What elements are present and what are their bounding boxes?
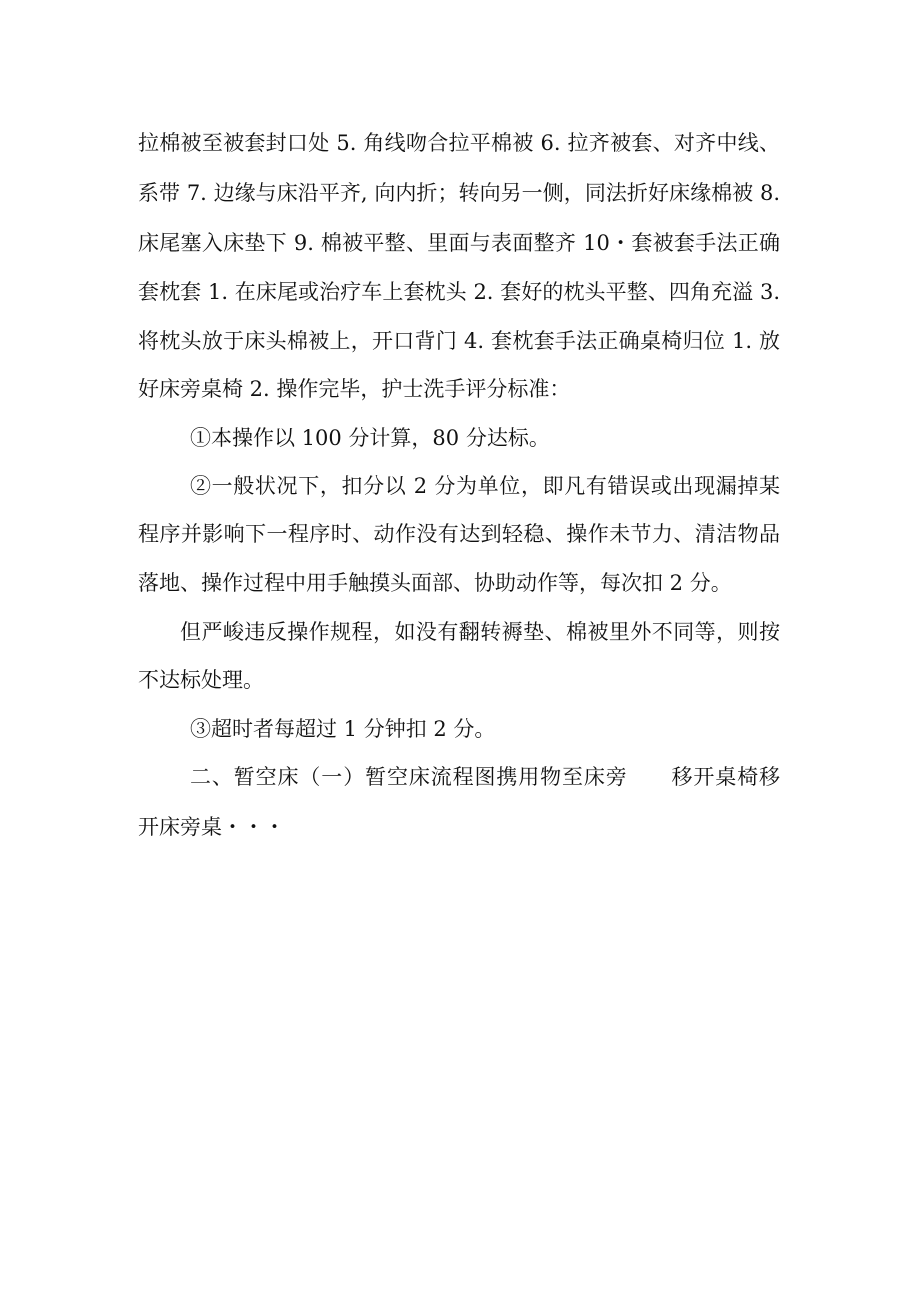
text-line: 将枕头放于床头棉被上，开口背门 4. 套枕套手法正确桌椅归位 1. 放 — [138, 329, 780, 353]
paragraph-item-2: ②一般状况下，扣分以 2 分为单位，即凡有错误或出现漏掉某 — [190, 474, 780, 498]
section-heading: 二、暂空床（一）暂空床流程图携用物至床旁 移开桌椅移 — [190, 765, 780, 789]
text-line: 拉棉被至被套封口处 5. 角线吻合拉平棉被 6. 拉齐被套、对齐中线、 — [138, 131, 780, 155]
text-line: 好床旁桌椅 2. 操作完毕，护士洗手评分标准： — [138, 377, 571, 401]
text-line: 系带 7. 边缘与床沿平齐, 向内折；转向另一侧，同法折好床缘棉被 8. — [138, 181, 780, 205]
paragraph-item-3: ③超时者每超过 1 分钟扣 2 分。 — [190, 717, 496, 741]
text-line: 不达标处理。 — [138, 668, 264, 692]
text-line: 床尾塞入床垫下 9. 棉被平整、里面与表面整齐 10・套被套手法正确 — [138, 231, 780, 255]
paragraph-item-1: ①本操作以 100 分计算，80 分达标。 — [190, 426, 550, 450]
text-line: 套枕套 1. 在床尾或治疗车上套枕头 2. 套好的枕头平整、四角充溢 3. — [138, 280, 780, 304]
paragraph-text: 但严峻违反操作规程，如没有翻转褥垫、棉被里外不同等，则按 — [180, 620, 780, 644]
text-line: 程序并影响下一程序时、动作没有达到轻稳、操作未节力、清洁物品 — [138, 522, 780, 546]
text-line: 落地、操作过程中用手触摸头面部、协助动作等，每次扣 2 分。 — [138, 571, 732, 595]
text-line: 开床旁桌・・・ — [138, 815, 285, 839]
